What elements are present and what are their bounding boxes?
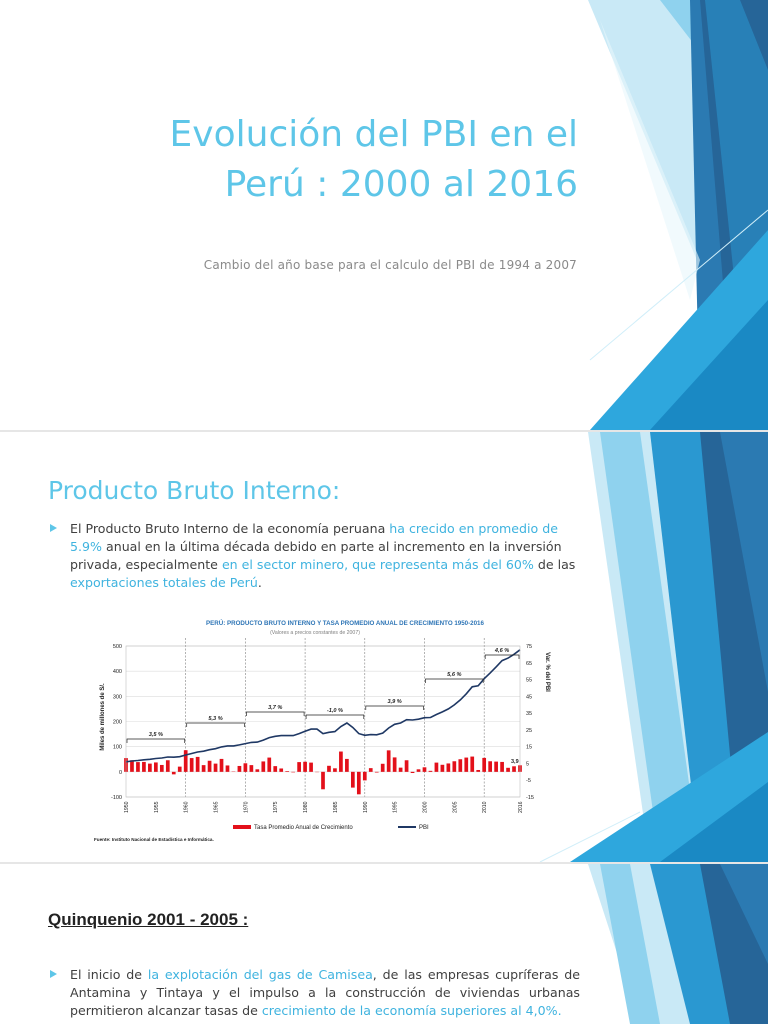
growth-bar [321, 772, 325, 789]
decade-bracket [246, 712, 304, 716]
growth-bar [417, 769, 421, 772]
bullet-text: . [257, 575, 262, 590]
growth-bar [255, 769, 259, 772]
growth-bar [512, 766, 516, 772]
left-tick-label: 400 [112, 669, 122, 676]
right-axis-label: Var. % del PBI [544, 652, 550, 692]
growth-bar [214, 764, 218, 772]
pbi-line [126, 650, 520, 762]
growth-bar [476, 770, 480, 772]
slide-pbi [0, 432, 768, 862]
legend-label-line: PBI [419, 825, 429, 831]
chart-legend [233, 825, 429, 831]
right-tick-label: 65 [526, 660, 533, 667]
bracket-label: 3,7 % [268, 705, 283, 711]
left-tick-label: 500 [112, 644, 122, 650]
growth-bar [148, 764, 152, 772]
growth-bar [393, 757, 397, 771]
growth-bar [482, 758, 486, 772]
section-heading: Quinquenio 2001 - 2005 : [48, 910, 249, 929]
section-heading: Producto Bruto Interno: [48, 476, 341, 505]
growth-bar [154, 762, 158, 771]
growth-bar [238, 766, 242, 772]
growth-bar [261, 761, 265, 771]
growth-bar [333, 768, 337, 772]
x-tick-label: 2000 [422, 801, 429, 813]
growth-bar [375, 772, 379, 773]
x-tick-label: 1980 [303, 801, 310, 813]
growth-bar [250, 765, 254, 772]
right-tick-label: -5 [526, 778, 531, 785]
growth-bar [452, 761, 456, 772]
left-axis-label: Miles de millones de S/. [100, 683, 106, 751]
decade-bracket [187, 723, 245, 727]
legend-swatch-bars [233, 825, 251, 829]
x-tick-label: 1995 [392, 801, 399, 813]
x-tick-label: 1990 [362, 801, 369, 813]
left-tick-label: 100 [112, 744, 122, 751]
x-tick-label: 1975 [273, 801, 280, 813]
growth-bar [339, 752, 343, 772]
growth-bar [441, 765, 445, 772]
x-tick-label: 2016 [518, 801, 524, 813]
decade-bracket [485, 655, 519, 659]
chart-source: Fuente: Instituto Nacional de Estadística e Informática. [94, 837, 214, 842]
left-tick-label: 200 [112, 719, 122, 726]
highlight-exports: exportaciones totales de Perú [70, 575, 258, 590]
x-tick-label: 1955 [153, 801, 160, 813]
growth-bar [494, 762, 498, 772]
growth-bar [279, 768, 283, 771]
right-tick-label: 45 [526, 694, 533, 701]
growth-bar [226, 765, 230, 771]
growth-bar [220, 759, 224, 772]
bracket-label: 3,5 % [148, 732, 164, 738]
bullet-text: , de las empresas cupríferas de Antamina y Tintaya y el impulso a la construcción de viviendas urbanas permitieron alcanzar tasas de [70, 967, 580, 1018]
legend-label-bars: Tasa Promedio Anual de Crecimiento [254, 825, 353, 831]
growth-bar [303, 762, 307, 772]
left-tick-label: -100 [110, 795, 122, 801]
growth-bar [285, 771, 289, 772]
decade-bracket [425, 679, 483, 683]
chart-end-label: 3,9 [511, 759, 519, 765]
growth-bar [202, 765, 206, 772]
growth-bar [363, 772, 367, 781]
growth-bar [142, 762, 146, 772]
growth-bar [381, 764, 385, 772]
growth-bar [160, 765, 164, 772]
bracket-label: -1,0 % [326, 708, 344, 714]
growth-bar [297, 762, 301, 772]
growth-bar [190, 758, 194, 772]
growth-bar [309, 763, 313, 772]
growth-bar [369, 768, 373, 772]
highlight-mining: en el sector minero, que representa más del 60% [221, 557, 534, 572]
growth-bar [196, 757, 200, 772]
growth-bar [399, 768, 403, 772]
chart-line [126, 650, 520, 762]
chart-bars [124, 750, 522, 794]
growth-bar [273, 766, 277, 772]
right-tick-label: -15 [526, 795, 534, 801]
bullet-text: anual en la última década debido en parte al incremento en la inversión privada, especialmente [70, 539, 562, 572]
right-tick-label: 55 [526, 677, 533, 684]
growth-bar [500, 762, 504, 772]
growth-bar [184, 750, 188, 772]
decade-bracket [306, 715, 364, 719]
growth-bar [429, 771, 433, 772]
decorative-shapes [0, 0, 768, 430]
growth-bar [291, 772, 295, 773]
growth-bar [136, 762, 140, 772]
growth-bar [458, 759, 462, 772]
growth-bar [447, 763, 451, 771]
right-tick-label: 25 [526, 727, 533, 734]
growth-bar [387, 750, 391, 771]
bracket-label: 4,6 % [494, 648, 510, 654]
growth-bar [411, 772, 415, 773]
subtitle: Cambio del año base para el calculo del PBI de 1994 a 2007 [203, 258, 577, 272]
growth-bar [267, 758, 271, 772]
x-tick-label: 2010 [482, 801, 489, 813]
growth-bar [208, 761, 212, 772]
left-tick-label: 0 [118, 769, 122, 776]
chart-subtitle: (Valores a precios constantes de 2007) [270, 630, 360, 636]
x-tick-label: 1960 [183, 801, 190, 813]
growth-bar [357, 772, 361, 794]
decade-bracket [127, 739, 185, 743]
bracket-label: 5,6 % [447, 672, 462, 678]
growth-bar [345, 759, 349, 772]
bracket-label: 3,9 % [387, 699, 402, 705]
right-tick-label: 75 [526, 644, 533, 650]
bullet-text: El Producto Bruto Interno de la economía peruana [70, 521, 390, 536]
highlight-growth: crecimiento de la economía superiores al 4,0%. [261, 1003, 562, 1018]
decade-bracket [366, 706, 424, 710]
growth-bar [244, 763, 248, 772]
title-line-1: Evolución del PBI en el [169, 114, 578, 155]
bullet-text: El inicio de [70, 967, 148, 982]
growth-bar [130, 760, 134, 772]
growth-bar [327, 766, 331, 772]
growth-bar [435, 763, 439, 772]
growth-bar [351, 772, 355, 788]
growth-bar [470, 757, 474, 772]
bullet-quinquenio [50, 966, 580, 1020]
pbi-chart [0, 432, 768, 862]
growth-bar [166, 760, 170, 772]
growth-bar [178, 767, 182, 772]
chart-title: PERÚ: PRODUCTO BRUTO INTERNO Y TASA PROMEDIO ANUAL DE CRECIMIENTO 1950-2016 [206, 620, 484, 627]
bracket-label: 5,3 % [208, 716, 223, 722]
growth-bar [464, 758, 468, 772]
slide-quinquenio [0, 864, 768, 1024]
x-tick-label: 1985 [332, 801, 339, 813]
bullet-arrow-icon [50, 970, 57, 978]
slide-title [0, 0, 768, 430]
highlight-camisea: la explotación del gas de Camisea [147, 967, 373, 982]
x-tick-label: 2005 [452, 801, 459, 813]
growth-bar [506, 768, 510, 772]
growth-bar [172, 772, 176, 775]
title-line-2: Perú : 2000 al 2016 [224, 164, 578, 205]
growth-bar [423, 767, 427, 772]
right-tick-label: 5 [526, 761, 530, 768]
bullet-text: de las [533, 557, 576, 572]
x-tick-label: 1950 [124, 801, 130, 813]
right-tick-label: 35 [526, 711, 533, 718]
x-tick-label: 1970 [243, 801, 250, 813]
growth-bar [405, 760, 409, 772]
left-tick-label: 300 [112, 694, 122, 701]
growth-bar [488, 761, 492, 772]
right-tick-label: 15 [526, 744, 533, 751]
highlight-growth: ha crecido en promedio de 5.9% [70, 521, 558, 554]
page-title [170, 110, 578, 210]
x-tick-label: 1965 [213, 801, 220, 813]
